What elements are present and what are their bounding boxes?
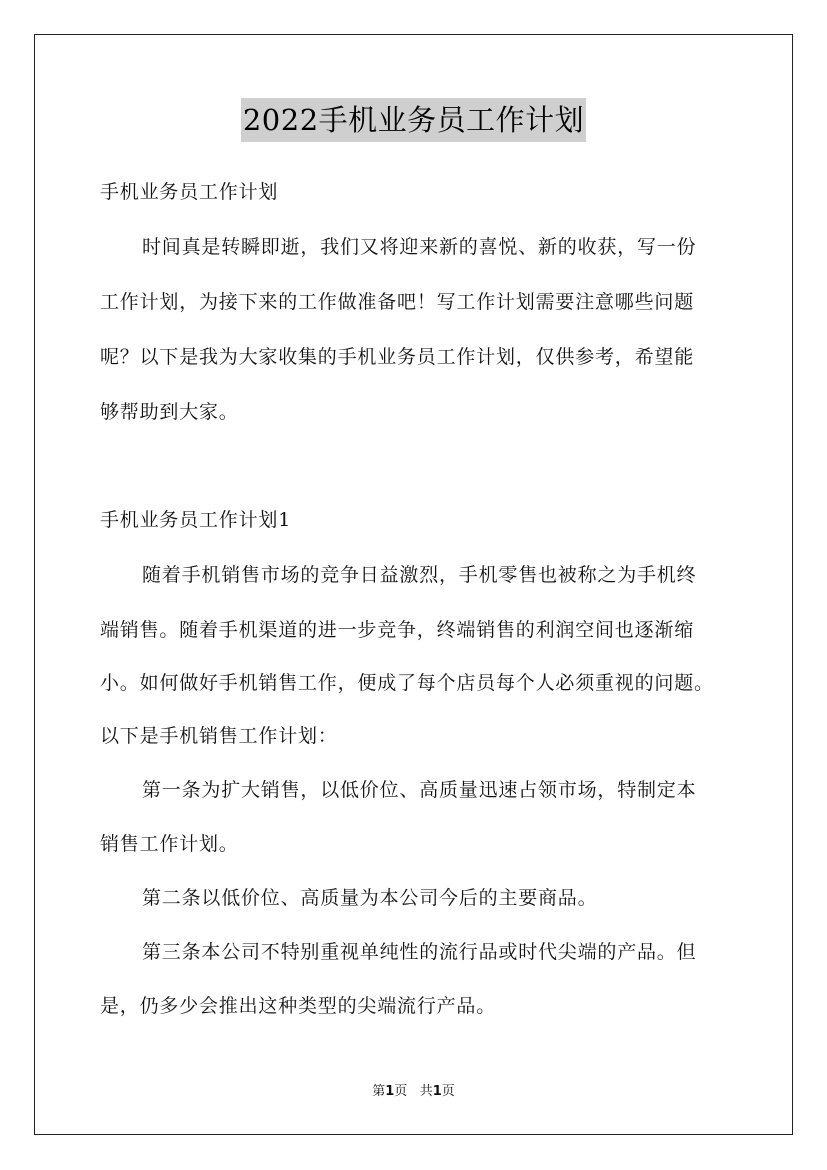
paragraph-line: 销售工作计划。 [100, 833, 239, 855]
paragraph-line: 随着手机销售市场的竞争日益激烈，手机零售也被称之为手机终 [142, 564, 697, 586]
footer-total-prefix: 共 [419, 1084, 433, 1099]
paragraph-line: 是，仍多少会推出这种类型的尖端流行产品。 [100, 995, 497, 1017]
paragraph-line: 工作计划，为接下来的工作做准备吧！写工作计划需要注意哪些问题 [100, 291, 695, 313]
section-heading: 手机业务员工作计划1 [100, 509, 292, 531]
title-container [0, 98, 827, 142]
paragraph-line: 够帮助到大家。 [100, 401, 239, 423]
document-title: 2022手机业务员工作计划 [241, 98, 586, 142]
paragraph-line: 第三条本公司不特别重视单纯性的流行品或时代尖端的产品。但 [142, 941, 697, 963]
section-heading: 手机业务员工作计划 [100, 181, 279, 203]
paragraph-line: 时间真是转瞬即逝，我们又将迎来新的喜悦、新的收获，写一份 [142, 236, 697, 258]
page-footer [0, 1083, 827, 1101]
footer-total-number: 1 [432, 1084, 442, 1099]
paragraph-line: 小。如何做好手机销售工作，便成了每个店员每个人必须重视的问题。 [100, 672, 714, 694]
footer-total-suffix: 页 [441, 1084, 455, 1099]
paragraph-line: 第二条以低价位、高质量为本公司今后的主要商品。 [142, 887, 598, 909]
footer-page-prefix: 第 [372, 1084, 386, 1099]
paragraph-line: 端销售。随着手机渠道的进一步竞争，终端销售的利润空间也逐渐缩 [100, 619, 695, 641]
footer-page-number: 1 [385, 1084, 395, 1099]
paragraph-line: 以下是手机销售工作计划： [100, 725, 338, 747]
footer-page-suffix: 页 [394, 1084, 408, 1099]
paragraph-line: 呢？以下是我为大家收集的手机业务员工作计划，仅供参考，希望能 [100, 346, 695, 368]
paragraph-line: 第一条为扩大销售，以低价位、高质量迅速占领市场，特制定本 [142, 779, 697, 801]
